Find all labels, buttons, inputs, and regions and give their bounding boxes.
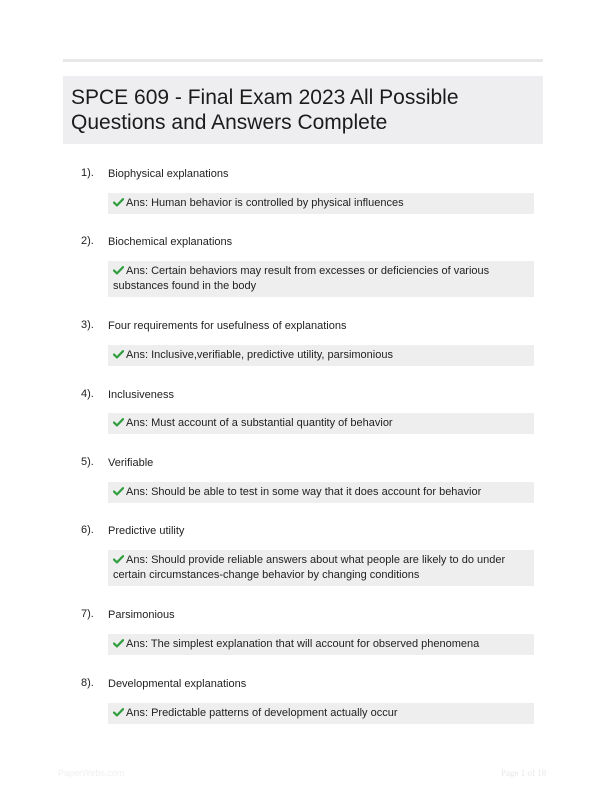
answer-text: Ans: Predictable patterns of development actually occur (126, 707, 398, 719)
answer-box (108, 261, 534, 297)
answer-box (108, 550, 534, 586)
answer-box (108, 345, 534, 366)
question-number: 4). (81, 388, 94, 400)
checkmark-icon (113, 708, 126, 717)
question-text: Biochemical explanations (108, 236, 233, 248)
answer-box (108, 482, 534, 503)
top-divider (63, 59, 543, 62)
answer-text: Ans: Certain behaviors may result from excesses or deficiencies of various substances found in the body (113, 265, 490, 292)
question-number: 5). (81, 456, 94, 468)
question-text: Four requirements for usefulness of explanations (108, 320, 347, 332)
answer-box (108, 703, 534, 724)
document-title (71, 85, 534, 135)
question-number: 1). (81, 167, 94, 179)
answer-text: Ans: Should be able to test in some way that it does account for behavior (126, 486, 482, 498)
title-line-1: SPCE 609 - Final Exam 2023 All Possible (71, 86, 459, 109)
checkmark-icon (113, 266, 126, 275)
answer-text: Ans: Should provide reliable answers about what people are likely to do under certain circumstances-change behavior by changing conditions (113, 554, 506, 581)
checkmark-icon (113, 418, 126, 427)
checkmark-icon (113, 555, 126, 564)
question-number: 7). (81, 608, 94, 620)
question-number: 3). (81, 319, 94, 331)
answer-text: Ans: Inclusive,verifiable, predictive utility, parsimonious (126, 349, 393, 361)
title-line-2: Questions and Answers Complete (71, 111, 388, 134)
checkmark-icon (113, 350, 126, 359)
question-number: 2). (81, 235, 94, 247)
question-text: Biophysical explanations (108, 168, 229, 180)
page-number: Page 1 of 18 (501, 768, 547, 778)
question-text: Inclusiveness (108, 389, 175, 401)
question-text: Predictive utility (108, 525, 185, 537)
answer-box (108, 413, 534, 434)
question-text: Parsimonious (108, 609, 175, 621)
checkmark-icon (113, 487, 126, 496)
question-text: Verifiable (108, 457, 154, 469)
checkmark-icon (113, 198, 126, 207)
answer-text: Ans: Must account of a substantial quantity of behavior (126, 417, 393, 429)
footer-watermark: PaperWebs.com (58, 768, 125, 778)
question-number: 6). (81, 524, 94, 536)
question-number: 8). (81, 677, 94, 689)
answer-box (108, 634, 534, 655)
question-text: Developmental explanations (108, 678, 247, 690)
answer-text: Ans: Human behavior is controlled by physical influences (126, 197, 404, 209)
answer-box (108, 193, 534, 214)
checkmark-icon (113, 639, 126, 648)
answer-text: Ans: The simplest explanation that will account for observed phenomena (126, 638, 480, 650)
title-banner (63, 76, 543, 144)
